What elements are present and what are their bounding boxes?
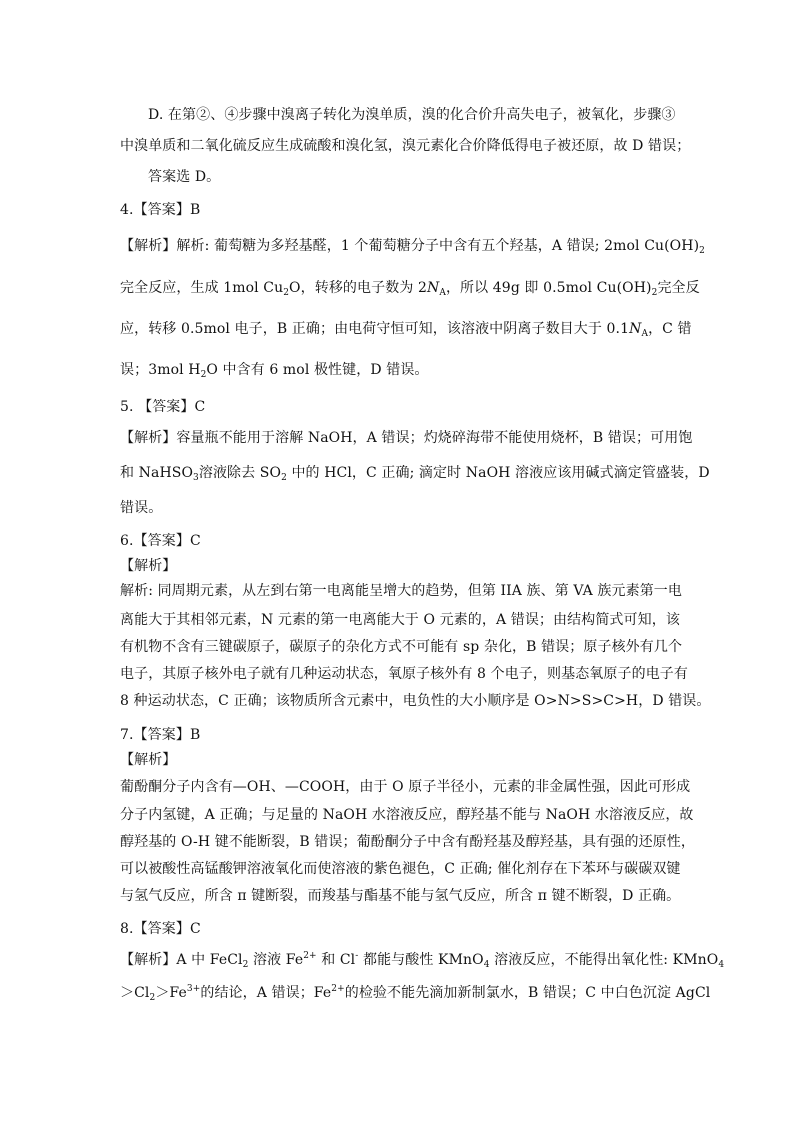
q7-explanation-line-4: 可以被酸性高锰酸钾溶液氧化而使溶液的紫色褪色，C 正确; 催化剂存在下苯环与碳碳双键 bbox=[120, 861, 681, 877]
q7-answer-heading: 7.【答案】B bbox=[120, 727, 201, 743]
q5-explanation-line-2: 和 NaHSO$_3$溶液除去 $SO_2$ 中的 HCl，C 正确; 滴定时 NaOH 溶液应该用碱式滴定管盛装，D bbox=[120, 465, 710, 483]
q6-explanation-line-5: 8 种运动状态，C 正确；该物质所含元素中，电负性的大小顺序是 O>N>S>C>H，D 错误。 bbox=[120, 693, 711, 709]
q4-explanation-line-2: 完全反应，生成 1mol $Cu_2O$，转移的电子数为 $2N_A$，所以 49g 即 0.5mol $Cu(OH)_2$完全反 bbox=[120, 280, 700, 298]
q6-answer-heading: 6.【答案】C bbox=[120, 533, 201, 549]
q7-explanation-line-5: 与氢气反应，所含 π 键断裂，而羧基与酯基不能与氢气反应，所含 π 键不断裂，D 正确。 bbox=[120, 888, 681, 904]
q3-option-d-line-1: D. 在第②、④步骤中溴离子转化为溴单质，溴的化合价升高失电子，被氧化，步骤③ bbox=[148, 107, 676, 123]
q4-answer-heading: 4.【答案】B bbox=[120, 202, 201, 218]
q7-explanation-line-2: 分子内氢键，A 正确；与足量的 NaOH 水溶液反应，醇羟基不能与 NaOH 水溶液反应，故 bbox=[120, 807, 694, 823]
q3-answer-conclusion: 答案选 D。 bbox=[148, 169, 221, 185]
q5-explanation-line-3: 错误。 bbox=[120, 500, 163, 516]
q6-explanation-line-2: 离能大于其相邻元素，N 元素的第一电离能大于 O 元素的，A 错误；由结构简式可知，该 bbox=[120, 612, 680, 628]
q7-explanation-line-1: 葡酚酮分子内含有—OH、—COOH，由于 O 原子半径小，元素的非金属性强，因此可形成 bbox=[120, 779, 691, 795]
q5-explanation-line-1: 【解析】容量瓶不能用于溶解 NaOH，A 错误；灼烧碎海带不能使用烧杯，B 错误；可用饱 bbox=[120, 430, 693, 446]
q4-explanation-line-4: 误；3mol $H_2O$ 中含有 6 mol 极性键，D 错误。 bbox=[120, 362, 429, 380]
q6-explanation-line-1: 解析: 同周期元素，从左到右第一电离能呈增大的趋势，但第 IIA 族、第 VA 族元素第一电 bbox=[120, 583, 683, 599]
q3-option-d-line-2: 中溴单质和二氧化硫反应生成硫酸和溴化氢，溴元素化合价降低得电子被还原，故 D 错误； bbox=[120, 138, 691, 154]
q8-explanation-line-2: $>Cl_2>Fe^{3+}$的结论，A 错误；$Fe^{2+}$的检验不能先滴加新制氯水，B 错误；C 中白色沉淀 AgCl bbox=[120, 984, 711, 1003]
q6-explanation-label: 【解析】 bbox=[120, 558, 177, 574]
q8-answer-heading: 8.【答案】C bbox=[120, 921, 201, 937]
q7-explanation-label: 【解析】 bbox=[120, 752, 177, 768]
q8-explanation-line-1: 【解析】A 中 FeCl$_2$ 溶液 $Fe^{2+}$ 和 Cl- 都能与酸性 KMnO$_4$ 溶液反应，不能得出氧化性: KMnO$_4$ bbox=[120, 951, 725, 970]
q6-explanation-line-4: 电子，其原子核外电子就有几种运动状态，氧原子核外有 8 个电子，则基态氧原子的电子有 bbox=[120, 666, 689, 682]
q4-explanation-line-3: 应，转移 0.5mol 电子，B 正确；由电荷守恒可知，该溶液中阴离子数目大于 $0.1N_A$，C 错 bbox=[120, 321, 692, 339]
q6-explanation-line-3: 有机物不含有三键碳原子，碳原子的杂化方式不可能有 sp 杂化，B 错误；原子核外有几个 bbox=[120, 639, 683, 655]
q5-answer-heading: 5. 【答案】C bbox=[120, 399, 206, 415]
q7-explanation-line-3: 醇羟基的 O-H 键不能断裂，B 错误；葡酚酮分子中含有酚羟基及醇羟基，具有强的还原性， bbox=[120, 834, 695, 850]
q4-explanation-line-1: 【解析】解析: 葡萄糖为多羟基醛，1 个葡萄糖分子中含有五个羟基，A 错误; 2mol $Cu(OH)_2$ bbox=[120, 238, 705, 256]
